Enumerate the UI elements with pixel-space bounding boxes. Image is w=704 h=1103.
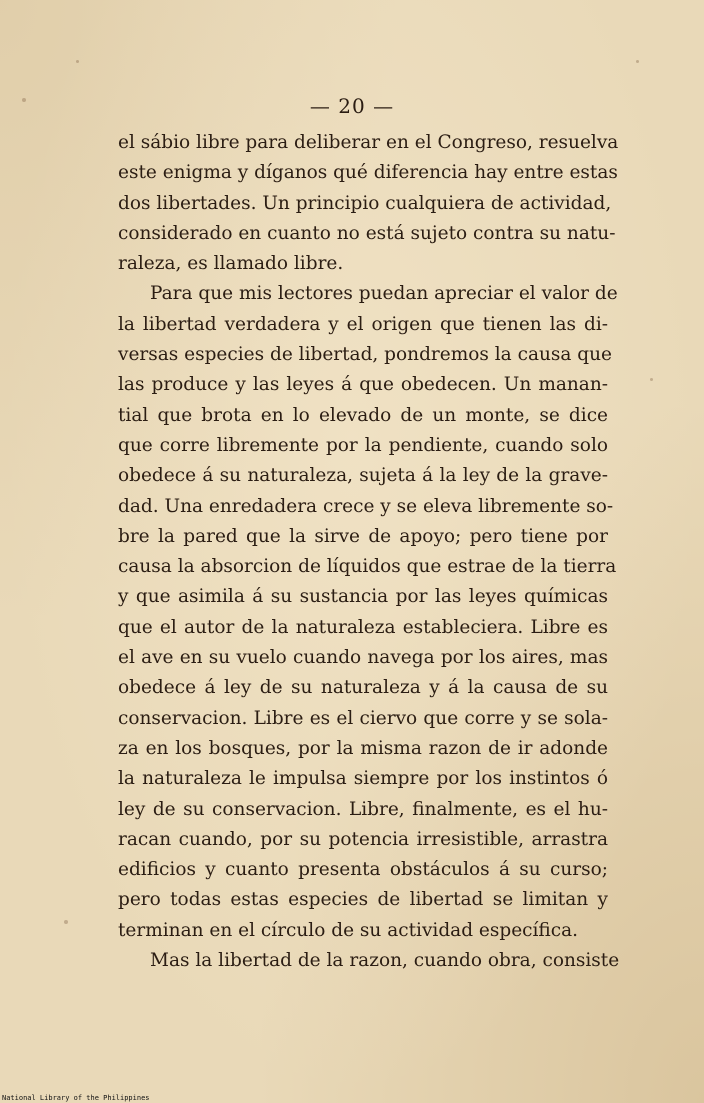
text-line: las produce y las leyes á que obedecen. Un manan-	[118, 374, 608, 396]
text-line: pero todas estas especies de libertad se limitan y	[118, 889, 608, 911]
text-line: Mas la libertad de la razon, cuando obra, consiste	[150, 950, 620, 972]
text-line: y que asimila á su sustancia por las leyes químicas	[118, 586, 608, 608]
text-line: causa la absorcion de líquidos que estrae de la tierra	[118, 556, 617, 578]
text-line: que el autor de la naturaleza estableciera. Libre es	[118, 616, 608, 638]
text-line: edificios y cuanto presenta obstáculos á su curso;	[118, 859, 608, 881]
text-line: terminan en el círculo de su actividad específica.	[118, 919, 579, 941]
paper-stain	[76, 60, 79, 63]
text-line: obedece á su naturaleza, sujeta á la ley de la grave-	[118, 465, 608, 487]
paper-stain	[636, 60, 639, 63]
text-line: bre la pared que la sirve de apoyo; pero tiene por	[118, 525, 608, 547]
text-line: la naturaleza le impulsa siempre por los instintos ó	[118, 768, 608, 790]
text-line: dad. Una enredadera crece y se eleva libremente so-	[118, 495, 614, 517]
text-line: Para que mis lectores puedan apreciar el valor de	[150, 283, 618, 305]
footer-credit: National Library of the Philippines	[2, 1094, 150, 1102]
text-line: que corre libremente por la pendiente, cuando solo	[118, 434, 608, 456]
text-line: el ave en su vuelo cuando navega por los aires, mas	[118, 647, 608, 669]
text-line: este enigma y díganos qué diferencia hay entre estas	[118, 162, 618, 184]
text-line: tial que brota en lo elevado de un monte, se dice	[118, 404, 608, 426]
text-line: obedece á ley de su naturaleza y á la causa de su	[118, 677, 608, 699]
body-text	[118, 128, 620, 976]
text-line: dos libertades. Un principio cualquiera de actividad,	[118, 192, 612, 214]
text-line: conservacion. Libre es el ciervo que corre y se sola-	[118, 707, 608, 729]
page-number: — 20 —	[309, 94, 395, 118]
text-line: considerado en cuanto no está sujeto contra su natu-	[118, 222, 616, 244]
text-line: el sábio libre para deliberar en el Congreso, resuelva	[118, 132, 619, 153]
text-line: racan cuando, por su potencia irresistible, arrastra	[118, 828, 608, 850]
paper-stain	[650, 378, 653, 381]
text-line: versas especies de libertad, pondremos la causa que	[118, 344, 613, 366]
text-line: za en los bosques, por la misma razon de ir adonde	[118, 737, 608, 759]
text-line: raleza, es llamado libre.	[118, 253, 344, 275]
paper-stain	[64, 920, 68, 924]
text-line: la libertad verdadera y el origen que tienen las di-	[118, 313, 608, 335]
text-line: ley de su conservacion. Libre, finalmente, es el hu-	[118, 798, 608, 820]
